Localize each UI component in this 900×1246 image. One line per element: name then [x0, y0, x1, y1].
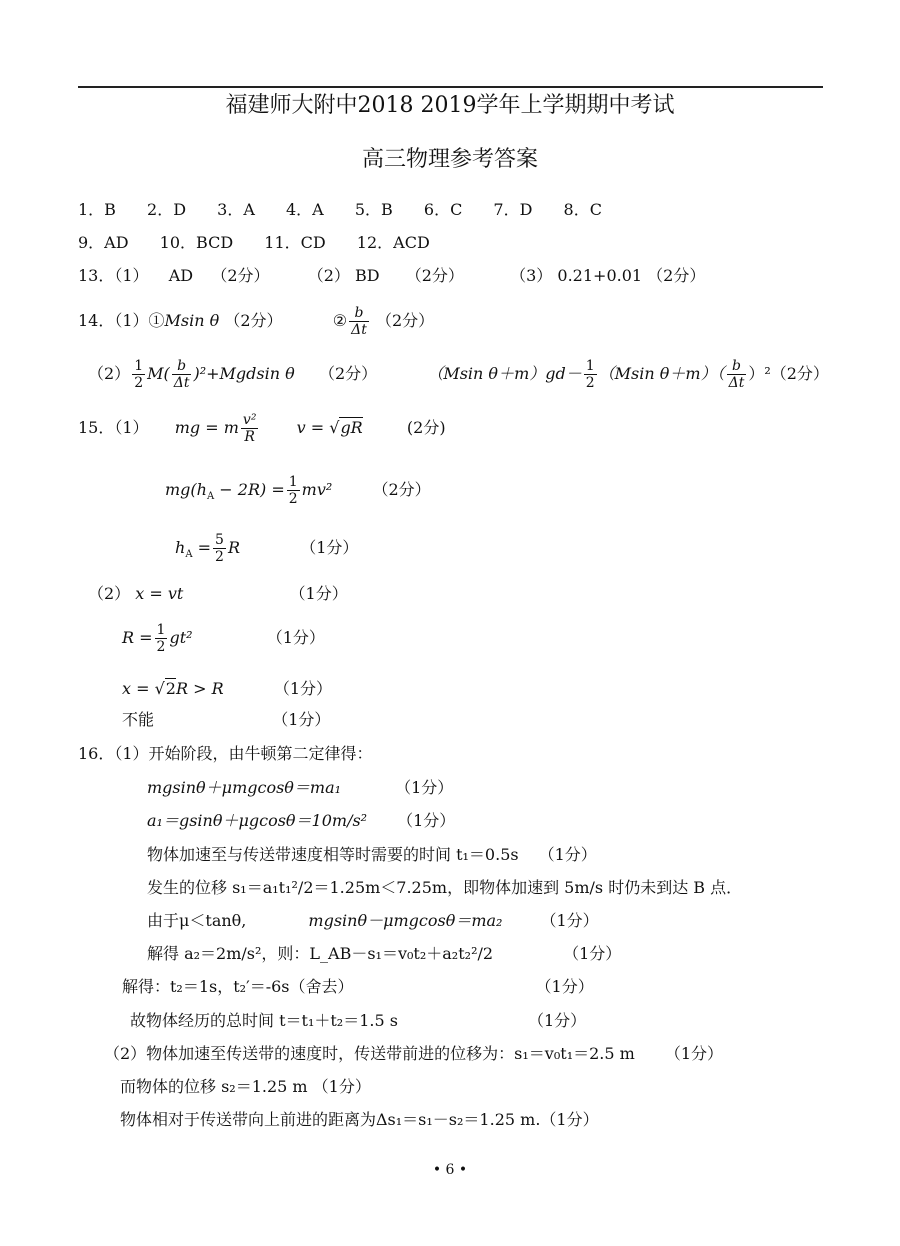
choice-answer: 2．D	[147, 200, 187, 219]
q15-eq3-score: （1分）	[300, 538, 359, 557]
q13-p1-answer: AD	[168, 266, 194, 285]
fraction-half: $\frac{1}{2}$	[134, 358, 144, 391]
fraction-five-halves: $\frac{5}{2}$	[215, 532, 224, 565]
q16-line-8: 故物体经历的总时间 t＝t₁＋t₂＝1.5 s （1分）	[130, 1011, 587, 1030]
q14-line2-right-score: （2分）	[770, 364, 829, 383]
fraction-half: $\frac{1}{2}$	[288, 474, 298, 507]
q13-p2-answer: BD	[354, 266, 380, 285]
q15-line-7	[122, 710, 330, 730]
fraction-half: $\frac{1}{2}$	[156, 622, 166, 655]
q13-p1-label: 13．（1）	[78, 266, 149, 285]
q14-line2-label: （2）	[88, 364, 131, 383]
q14-line1-b-label: ②	[332, 311, 348, 330]
q16-line-11: 物体相对于传送带向上前进的距离为Δs₁＝s₁－s₂＝1.25 m.（1分）	[120, 1110, 599, 1129]
q14-line2-right-c: ）²	[748, 364, 771, 383]
q15-eq5-right: gt²	[169, 628, 193, 647]
q15-eq6-left: x =	[122, 679, 150, 698]
q15-eq6-sqrt: 2	[165, 679, 176, 698]
q13-line	[78, 266, 705, 286]
q16-line-5: 由于μ＜tanθ, mgsinθ－μmgcosθ＝ma₂ （1分）	[147, 911, 599, 930]
q14-line1-expr: Msin θ	[164, 311, 220, 330]
q14-line2-right-b: （Msin θ＋m）（	[598, 364, 725, 383]
fraction-v2-over-r: $\frac{\text{v²}}{R}$	[242, 412, 257, 445]
q15-eq2-score: （2分）	[372, 480, 431, 499]
q15-eq5-left: R =	[122, 628, 153, 647]
q15-eq1-score: (2分)	[406, 418, 446, 437]
q13-p3-score: （2分）	[647, 266, 706, 285]
q15-line-6: x = √2R > R （1分）	[122, 679, 333, 698]
q15-conclusion-score: （1分）	[272, 710, 331, 729]
q14-line-1	[78, 305, 434, 339]
choice-answer: 12．ACD	[356, 233, 430, 252]
q13-p1-score: （2分）	[211, 266, 270, 285]
fraction-half: $\frac{1}{2}$	[585, 358, 595, 391]
choice-answer: 4．A	[286, 200, 324, 219]
choice-answer: 8．C	[563, 200, 602, 219]
q15-eq1-sqrt: gR	[340, 418, 363, 437]
q15-label: 15．（1）	[78, 418, 149, 437]
q14-line2-right-a: （Msin θ＋m）gd－	[427, 364, 582, 383]
q15-eq3-right: R	[227, 538, 241, 557]
q15-eq6-score: （1分）	[273, 679, 333, 698]
choice-answer: 3．A	[217, 200, 255, 219]
q14-line2-M: M(	[147, 364, 170, 383]
q14-line-2	[88, 358, 829, 394]
fraction-b-over-dt: $\frac{b}{\Delta t}$	[351, 305, 367, 338]
q15-p2-label: （2）	[88, 584, 131, 603]
q15-eq3-left: h	[175, 538, 186, 557]
q15-line-3: $h_A$ = $\frac{5}{2}$ R （1分）	[175, 532, 359, 565]
q15-line-2: $mg(h_A - 2R)$ = $\frac{1}{2}$ mv² （2分）	[165, 474, 431, 507]
choice-answer: 9．AD	[78, 233, 129, 252]
q16-line-3: 物体加速至与传送带速度相等时需要的时间 t₁＝0.5s （1分）	[147, 845, 597, 864]
fraction-b-over-dt: $\frac{b}{\Delta t}$	[173, 358, 190, 391]
q15-eq4: x = vt	[135, 584, 184, 603]
q14-line1-score: （2分）	[224, 311, 283, 330]
q13-p3-label: （3）	[510, 266, 553, 285]
page-subtitle: 高三物理参考答案	[361, 147, 538, 172]
q16-line-4: 发生的位移 s₁＝a₁t₁²/2＝1.25m＜7.25m，即物体加速到 5m/s 时仍未到达 B 点．	[147, 878, 743, 897]
q13-p2-label: （2）	[307, 266, 350, 285]
choice-answer: 7．D	[493, 200, 533, 219]
page-number: • 6 •	[432, 1162, 468, 1178]
choice-answer: 10．BCD	[159, 233, 234, 252]
q15-eq1-v: v =	[296, 418, 325, 437]
q15-eq5-score: （1分）	[266, 628, 325, 647]
q13-p2-score: （2分）	[405, 266, 464, 285]
q16-line-10: 而物体的位移 s₂＝1.25 m （1分）	[120, 1077, 371, 1096]
q13-p3-answer: 0.21+0.01	[557, 266, 643, 285]
q16-line-7: 解得：t₂＝1s，t₂′＝-6s（舍去） （1分）	[122, 977, 594, 996]
page-title: 福建师大附中2018 2019学年上学期期中考试	[225, 93, 675, 118]
q15-eq2-left: mg(h	[165, 480, 207, 499]
choice-answer: 5．B	[354, 200, 393, 219]
fraction-b-over-dt: $\frac{b}{\Delta t}$	[728, 358, 745, 391]
q15-conclusion: 不能	[122, 710, 155, 729]
q15-line-1: 15．（1） mg = m $\frac{\text{v²}}{R}$ v = √gR (2分)	[78, 412, 446, 445]
choice-answers-row-1	[78, 200, 628, 220]
q16-line-1: mgsinθ＋μmgcosθ＝ma₁ （1分）	[147, 778, 454, 797]
q14-line1-b-score: （2分）	[375, 311, 435, 330]
q15-eq2-right: mv²	[301, 480, 333, 499]
q16-label: 16．（1）开始阶段，由牛顿第二定律得：	[78, 744, 373, 763]
choice-answers-row-2	[78, 233, 456, 253]
q16-line-2: a₁＝gsinθ＋μgcosθ＝10m/s² （1分）	[147, 811, 456, 830]
choice-answer: 1．B	[78, 200, 116, 219]
q16-line-6: 解得 a₂＝2m/s²，则：L_AB－s₁＝v₀t₂＋a₂t₂²/2 （1分）	[147, 944, 622, 963]
q14-line2-tail: )²+Mgdsin θ	[193, 364, 295, 383]
q16-line-9: （2）物体加速至传送带的速度时，传送带前进的位移为：s₁＝v₀t₁＝2.5 m （1分）	[104, 1044, 723, 1063]
q14-line2-score: （2分）	[318, 364, 378, 383]
q15-eq6-right: R > R	[175, 679, 224, 698]
q15-eq1-left: mg = m	[174, 418, 239, 437]
q14-line1-label: 14．（1）①	[78, 311, 165, 330]
q15-eq4-score: （1分）	[289, 584, 348, 603]
q15-line-5	[122, 622, 325, 662]
q15-line-4	[88, 584, 348, 604]
top-rule	[78, 86, 823, 88]
choice-answer: 11．CD	[264, 233, 326, 252]
choice-answer: 6．C	[423, 200, 463, 219]
